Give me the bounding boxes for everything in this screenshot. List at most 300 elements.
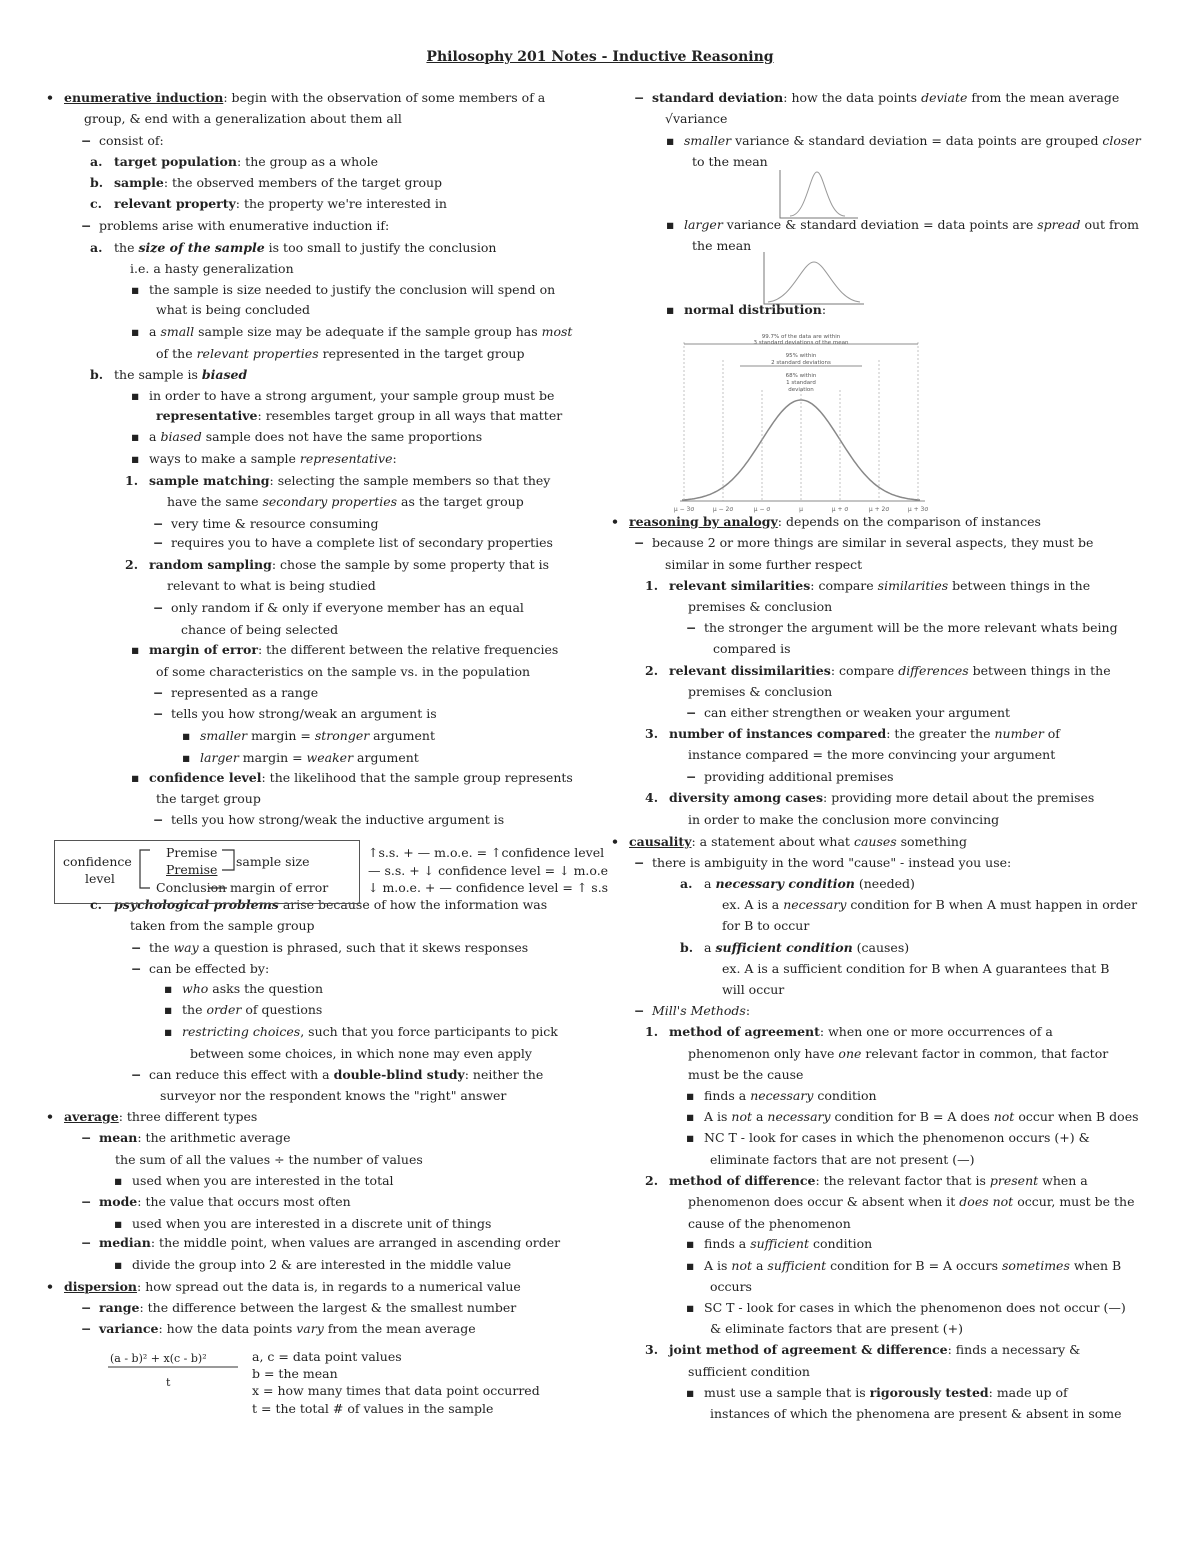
note-line xyxy=(114,195,447,213)
list-marker: 1. xyxy=(125,473,139,488)
note-line xyxy=(722,917,809,935)
note-text: of xyxy=(1043,726,1060,741)
note-line xyxy=(156,301,310,319)
note-text: dispersion xyxy=(64,1279,138,1294)
note-line xyxy=(171,599,524,617)
list-marker: − xyxy=(81,1194,92,1209)
note-text: psychological problems xyxy=(114,897,279,912)
note-line xyxy=(132,1256,511,1274)
note-text: variance & standard deviation = data points are xyxy=(722,217,1038,232)
note-text: of the xyxy=(156,346,197,361)
note-text: margin = xyxy=(238,750,307,765)
note-line xyxy=(704,1108,1139,1126)
formula-denominator: t xyxy=(166,1376,171,1389)
note-line xyxy=(710,1278,752,1296)
note-text: relevant to what is being studied xyxy=(167,578,376,593)
note-text: for B to occur xyxy=(722,918,810,933)
narrow-curve-sketch xyxy=(770,168,860,220)
box-note-3: ↓ m.o.e. + — confidence level = ↑ s.s xyxy=(368,880,609,895)
list-marker: ▪ xyxy=(131,388,140,403)
note-line xyxy=(629,513,1041,531)
note-text: to the mean xyxy=(692,154,768,169)
note-text: of some characteristics on the sample vs. in the population xyxy=(156,664,531,679)
note-text: sample xyxy=(114,175,164,190)
note-text: stronger xyxy=(314,728,370,743)
note-line xyxy=(114,153,378,171)
note-text: size of the sample xyxy=(138,240,265,255)
note-text: sufficient condition xyxy=(715,940,853,955)
list-marker: − xyxy=(634,535,645,550)
note-line xyxy=(652,1002,750,1020)
note-text: the stronger the argument will be the more relevant whats being xyxy=(704,620,1118,635)
list-marker: − xyxy=(81,218,92,233)
note-text: A is xyxy=(704,1258,732,1273)
note-text: argument xyxy=(369,728,435,743)
confidence-label-1: confidence xyxy=(63,854,132,869)
note-text: the target group xyxy=(156,791,261,806)
list-marker: ▪ xyxy=(686,1088,695,1103)
note-text: the xyxy=(182,1002,207,1017)
note-text: biased xyxy=(201,367,248,382)
note-text: have the same xyxy=(167,494,263,509)
list-marker: − xyxy=(153,516,164,531)
note-text: occur, must be the xyxy=(1013,1194,1135,1209)
note-text: causes xyxy=(853,834,897,849)
note-text: similar in some further respect xyxy=(665,557,863,572)
note-text: not xyxy=(731,1258,752,1273)
note-line xyxy=(688,683,832,701)
note-line xyxy=(64,89,545,107)
note-text: differences xyxy=(898,663,969,678)
note-text: : how the data points xyxy=(158,1321,297,1336)
note-text: condition for B when A must happen in order xyxy=(846,897,1138,912)
list-marker: ▪ xyxy=(114,1216,123,1231)
note-text: necessary condition xyxy=(715,876,855,891)
note-text: instance compared = the more convincing your argument xyxy=(688,747,1056,762)
note-line xyxy=(200,727,435,745)
chart-tick-label: μ xyxy=(799,506,803,513)
note-text: restricting choices xyxy=(182,1024,301,1039)
note-text: enumerative induction xyxy=(64,90,224,105)
note-line xyxy=(149,641,558,659)
wide-curve-sketch xyxy=(756,250,866,306)
note-text: finds a xyxy=(704,1088,751,1103)
list-marker: a. xyxy=(90,154,103,169)
note-line xyxy=(149,387,554,405)
note-line xyxy=(722,981,784,999)
note-text: variance xyxy=(99,1321,159,1336)
note-line xyxy=(182,1001,322,1019)
note-text: : xyxy=(745,1003,751,1018)
list-marker: − xyxy=(686,705,697,720)
note-text: there is ambiguity in the word "cause" - instead you use: xyxy=(652,855,1012,870)
note-text: & eliminate factors that are present (+) xyxy=(710,1321,964,1336)
list-marker: • xyxy=(46,1109,54,1124)
note-text: represented in the target group xyxy=(318,346,525,361)
note-text: between things in the xyxy=(948,578,1091,593)
list-marker: − xyxy=(81,1300,92,1315)
note-text: : how spread out the data is, in regards to a numerical value xyxy=(137,1279,521,1294)
chart-mid-label-1: 95% within xyxy=(785,353,817,359)
list-marker: • xyxy=(46,90,54,105)
note-line xyxy=(149,281,555,299)
note-line xyxy=(114,239,496,257)
note-text: between things in the xyxy=(968,663,1111,678)
list-marker: − xyxy=(81,1130,92,1145)
note-text: ex. A is a sufficient condition for B when A guarantees that B xyxy=(722,961,1110,976)
note-line xyxy=(167,577,376,595)
list-marker: • xyxy=(611,834,619,849)
premise-1: Premise xyxy=(166,845,218,860)
note-text: √variance xyxy=(665,111,728,126)
list-marker: ▪ xyxy=(131,324,140,339)
note-text: smaller xyxy=(684,133,732,148)
chart-top-label-2: 3 standard deviations of the mean xyxy=(753,340,849,346)
note-line xyxy=(704,1299,1126,1317)
note-text: : the value that occurs most often xyxy=(137,1194,351,1209)
note-text: mean xyxy=(99,1130,138,1145)
note-line xyxy=(688,1363,810,1381)
note-text: argument xyxy=(353,750,419,765)
note-text: what is being concluded xyxy=(156,302,311,317)
note-line xyxy=(171,534,553,552)
list-marker: − xyxy=(131,940,142,955)
note-line xyxy=(149,472,550,490)
note-text: smaller xyxy=(200,728,248,743)
note-text: necessary xyxy=(767,1109,831,1124)
note-text: a xyxy=(149,324,161,339)
list-marker: − xyxy=(131,961,142,976)
note-text: : the arithmetic average xyxy=(137,1130,291,1145)
note-line xyxy=(114,366,247,384)
note-line xyxy=(669,789,1094,807)
note-text: (needed) xyxy=(854,876,915,891)
note-line xyxy=(722,896,1137,914)
note-text: something xyxy=(896,834,967,849)
note-line xyxy=(688,1045,1108,1063)
note-line xyxy=(704,875,915,893)
note-line xyxy=(692,237,751,255)
page-title: Philosophy 201 Notes - Inductive Reasoning xyxy=(426,49,774,65)
list-marker: 3. xyxy=(645,1342,659,1357)
note-text: i.e. a hasty generalization xyxy=(130,261,294,276)
list-marker: ▪ xyxy=(131,429,140,444)
note-text: sample does not have the same proportions xyxy=(201,429,483,444)
note-line xyxy=(704,1235,872,1253)
box-note-1: ↑s.s. + — m.o.e. = ↑confidence level xyxy=(368,845,605,860)
formula-legend-2: b = the mean xyxy=(252,1366,338,1381)
note-text: necessary xyxy=(750,1088,814,1103)
note-line xyxy=(171,684,318,702)
note-text: can either strengthen or weaken your argument xyxy=(704,705,1011,720)
list-marker: ▪ xyxy=(182,728,191,743)
note-line xyxy=(99,1193,351,1211)
note-line xyxy=(688,746,1055,764)
note-text: chance of being selected xyxy=(181,622,339,637)
list-marker: 2. xyxy=(125,557,139,572)
note-line xyxy=(149,556,549,574)
list-marker: a. xyxy=(90,240,103,255)
note-text: NC T - look for cases in which the phenomenon occurs (+) & xyxy=(704,1130,1090,1145)
list-marker: ▪ xyxy=(131,282,140,297)
note-text: sometimes xyxy=(1001,1258,1070,1273)
list-marker: ▪ xyxy=(686,1236,695,1251)
chart-tick-label: μ − 3σ xyxy=(673,506,695,513)
note-line xyxy=(669,1341,1080,1359)
note-text: when B xyxy=(1069,1258,1122,1273)
note-text: number of instances compared xyxy=(669,726,887,741)
list-marker: b. xyxy=(680,940,694,955)
list-marker: − xyxy=(131,1067,142,1082)
note-text: sample matching xyxy=(149,473,270,488)
note-line xyxy=(130,260,294,278)
note-line xyxy=(688,1215,851,1233)
sample-size-label: sample size xyxy=(236,854,310,869)
note-line xyxy=(99,1129,291,1147)
list-marker: − xyxy=(634,1003,645,1018)
note-text: small xyxy=(160,324,195,339)
conclusion-label: Conclusion xyxy=(156,880,227,895)
note-text: : xyxy=(821,302,827,317)
note-text: A is xyxy=(704,1109,732,1124)
note-text: phenomenon does occur & absent when it xyxy=(688,1194,960,1209)
note-text: rigorously tested xyxy=(869,1385,989,1400)
list-marker: ▪ xyxy=(114,1257,123,1272)
chart-tick-label: μ − σ xyxy=(753,506,771,513)
note-text: : compare xyxy=(830,663,899,678)
note-text: a xyxy=(704,876,716,891)
note-line xyxy=(182,1023,558,1041)
note-text: biased xyxy=(160,429,202,444)
list-marker: • xyxy=(611,514,619,529)
note-line xyxy=(710,1405,1122,1423)
note-text: of questions xyxy=(241,1002,323,1017)
chart-inner-label-3: deviation xyxy=(788,387,814,393)
note-text: : the property we're interested in xyxy=(235,196,447,211)
list-marker: • xyxy=(46,1279,54,1294)
note-line xyxy=(688,811,999,829)
note-line xyxy=(665,110,727,128)
note-text: condition for B = A occurs xyxy=(826,1258,1002,1273)
note-text: similarities xyxy=(877,578,949,593)
note-line xyxy=(704,1129,1090,1147)
note-text: representative xyxy=(299,451,393,466)
note-text: problems arise with enumerative induction if: xyxy=(99,218,390,233)
confidence-label-2: level xyxy=(85,871,115,886)
list-marker: ▪ xyxy=(666,302,675,317)
list-marker: ▪ xyxy=(666,133,675,148)
note-line xyxy=(704,1087,877,1105)
note-text: larger xyxy=(200,750,239,765)
note-text: : depends on the comparison of instances xyxy=(777,514,1041,529)
note-text: must use a sample that is xyxy=(704,1385,870,1400)
list-marker: ▪ xyxy=(686,1258,695,1273)
note-text: tells you how strong/weak an argument is xyxy=(171,706,437,721)
note-text: tells you how strong/weak the inductive argument is xyxy=(171,812,505,827)
note-text: : chose the sample by some property that is xyxy=(271,557,550,572)
note-text: in order to make the conclusion more convincing xyxy=(688,812,1000,827)
note-text: a xyxy=(149,429,161,444)
note-text: requires you to have a complete list of secondary properties xyxy=(171,535,553,550)
list-marker: ▪ xyxy=(686,1130,695,1145)
note-text: surveyor nor the respondent knows the "right" answer xyxy=(160,1088,507,1103)
list-marker: ▪ xyxy=(164,1024,173,1039)
note-text: only random if & only if everyone member has an equal xyxy=(171,600,524,615)
formula-legend-3: x = how many times that data point occurred xyxy=(252,1383,540,1398)
formula-legend-1: a, c = data point values xyxy=(252,1349,402,1364)
note-line xyxy=(669,1023,1053,1041)
note-text: deviate xyxy=(921,90,968,105)
note-text: taken from the sample group xyxy=(130,918,315,933)
note-text: standard deviation xyxy=(652,90,784,105)
note-text: instances of which the phenomena are present & absent in some xyxy=(710,1406,1122,1421)
note-text: premises & conclusion xyxy=(688,599,833,614)
note-text: spread xyxy=(1037,217,1081,232)
note-text: : the likelihood that the sample group represents xyxy=(261,770,573,785)
list-marker: c. xyxy=(90,196,102,211)
list-marker: ▪ xyxy=(666,217,675,232)
note-text: ex. A is a xyxy=(722,897,784,912)
note-text: relevant factor in common, that factor xyxy=(861,1046,1109,1061)
note-text: is too small to justify the conclusion xyxy=(264,240,497,255)
note-text: variance & standard deviation = data points are grouped xyxy=(731,133,1103,148)
chart-tick-label: μ − 2σ xyxy=(712,506,734,513)
note-text: because 2 or more things are similar in several aspects, they must be xyxy=(652,535,1094,550)
note-text: relevant property xyxy=(114,196,236,211)
note-text: when a xyxy=(1038,1173,1088,1188)
note-text: condition xyxy=(813,1088,877,1103)
list-marker: − xyxy=(153,812,164,827)
note-line xyxy=(99,1320,476,1338)
note-line xyxy=(130,917,315,935)
note-text: mode xyxy=(99,1194,138,1209)
note-line xyxy=(629,833,967,851)
note-text: : neither the xyxy=(464,1067,544,1082)
list-marker: ▪ xyxy=(114,1173,123,1188)
note-text: can reduce this effect with a xyxy=(149,1067,334,1082)
note-text: method of agreement xyxy=(669,1024,820,1039)
note-text: : the observed members of the target group xyxy=(163,175,443,190)
note-text: : the greater the xyxy=(886,726,995,741)
note-text: : begin with the observation of some members of a xyxy=(223,90,546,105)
note-text: out from xyxy=(1080,217,1139,232)
note-text: method of difference xyxy=(669,1173,816,1188)
note-line xyxy=(181,621,338,639)
note-text: vary xyxy=(296,1321,324,1336)
note-text: : when one or more occurrences of a xyxy=(819,1024,1053,1039)
note-line xyxy=(171,705,437,723)
note-line xyxy=(156,790,261,808)
note-text: : the different between the relative frequencies xyxy=(257,642,559,657)
note-line xyxy=(182,980,323,998)
note-text: compared is xyxy=(713,641,791,656)
note-text: can be effected by: xyxy=(149,961,270,976)
list-marker: ▪ xyxy=(164,981,173,996)
note-text: represented as a range xyxy=(171,685,319,700)
note-text: normal distribution xyxy=(684,302,822,317)
note-text: ways to make a sample xyxy=(149,451,300,466)
note-line xyxy=(704,1257,1121,1275)
note-text: a xyxy=(704,940,716,955)
note-text: target population xyxy=(114,154,237,169)
note-line xyxy=(171,811,504,829)
list-marker: − xyxy=(153,535,164,550)
note-text: a question is phrased, such that it skews responses xyxy=(198,940,529,955)
note-text: relevant similarities xyxy=(669,578,811,593)
list-marker: − xyxy=(81,1235,92,1250)
list-marker: 4. xyxy=(645,790,659,805)
note-text: very time & resource consuming xyxy=(171,516,379,531)
note-text: : the difference between the largest & the smallest number xyxy=(139,1300,517,1315)
note-text: Mill's Methods xyxy=(652,1003,746,1018)
list-marker: ▪ xyxy=(182,750,191,765)
note-line xyxy=(722,960,1109,978)
note-text: : the group as a whole xyxy=(236,154,379,169)
note-line xyxy=(704,704,1010,722)
note-text: : a statement about what xyxy=(691,834,854,849)
note-text: from the mean average xyxy=(967,90,1120,105)
note-text: the sample is xyxy=(114,367,202,382)
formula-numerator: (a - b)² + x(c - b)² xyxy=(110,1352,207,1365)
note-text: does not xyxy=(959,1194,1014,1209)
note-line xyxy=(156,663,530,681)
note-line xyxy=(710,1320,963,1338)
note-line xyxy=(190,1045,532,1063)
note-text: double-blind study xyxy=(333,1067,465,1082)
note-text: larger xyxy=(684,217,723,232)
note-text: : three different types xyxy=(118,1109,258,1124)
margin-label: margin of error xyxy=(230,880,329,895)
note-line xyxy=(704,939,909,957)
note-line xyxy=(149,769,573,787)
note-line xyxy=(652,854,1011,872)
note-line xyxy=(156,345,524,363)
note-text: closer xyxy=(1102,133,1141,148)
note-text: SC T - look for cases in which the phenomenon does not occur (—) xyxy=(704,1300,1126,1315)
note-text: cause of the phenomenon xyxy=(688,1216,851,1231)
note-text: causality xyxy=(629,834,692,849)
note-text: sufficient xyxy=(750,1236,810,1251)
note-line xyxy=(99,1299,516,1317)
note-line xyxy=(200,749,419,767)
note-text: phenomenon only have xyxy=(688,1046,839,1061)
note-text: random sampling xyxy=(149,557,272,572)
chart-tick-label: μ + 2σ xyxy=(868,506,890,513)
premise-2: Premise xyxy=(166,862,218,877)
note-text: reasoning by analogy xyxy=(629,514,778,529)
list-marker: a. xyxy=(680,876,693,891)
note-line xyxy=(684,132,1141,150)
note-line xyxy=(149,428,482,446)
note-text: margin of error xyxy=(149,642,258,657)
note-text: range xyxy=(99,1300,140,1315)
note-line xyxy=(99,217,389,235)
note-text: used when you are interested in a discrete unit of things xyxy=(132,1216,492,1231)
note-line xyxy=(665,556,862,574)
note-line xyxy=(704,619,1118,637)
note-text: finds a xyxy=(704,1236,751,1251)
list-marker: 2. xyxy=(645,663,659,678)
note-line xyxy=(704,768,894,786)
note-line xyxy=(704,1384,1068,1402)
note-text: arise because of how the information was xyxy=(278,897,548,912)
list-marker: − xyxy=(153,600,164,615)
note-text: asks the question xyxy=(208,981,323,996)
note-text: one xyxy=(838,1046,862,1061)
list-marker: 1. xyxy=(645,578,659,593)
chart-inner-label-2: 1 standard xyxy=(786,380,816,386)
note-text: : compare xyxy=(810,578,878,593)
